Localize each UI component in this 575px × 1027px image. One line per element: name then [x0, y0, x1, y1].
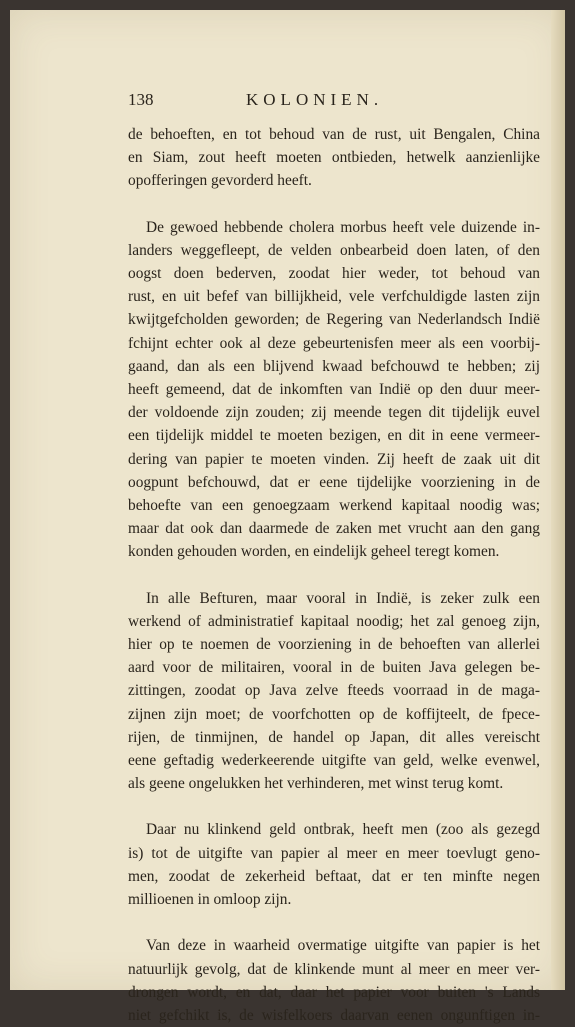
- text-line: landers weggefleept, de velden onbearbeid doen laten, of den: [128, 241, 540, 259]
- paragraph: [128, 818, 540, 911]
- paragraph: [128, 587, 540, 796]
- text-line: rust, en uit befef van billijkheid, vele verfchuldigde lasten zijn: [128, 288, 540, 306]
- running-title: KOLONIEN.: [246, 90, 384, 109]
- text-line: In alle Befturen, maar vooral in Indië, is zeker zulk een: [146, 589, 540, 607]
- text-line: zittingen, zoodat op Java zelve fteeds voorraad in de maga-: [128, 682, 540, 700]
- text-line: de behoeften, en tot behoud van de rust, uit Bengalen, China: [128, 126, 540, 143]
- page-gutter-shadow: [551, 10, 565, 990]
- text-line: een tijdelijk middel te moeten bezigen, en dit in eene vermeer-: [128, 427, 540, 445]
- text-line: zijnen zijn moet; de voorfchotten op de koffijteelt, de fpece-: [128, 705, 540, 723]
- text-line: is) tot de uitgifte van papier al meer en meer toevlugt geno-: [128, 844, 540, 862]
- text-line: Daar nu klinkend geld ontbrak, heeft men (zoo als gezegd: [146, 821, 540, 839]
- text-line: De gewoed hebbende cholera morbus heeft vele duizende in-: [146, 218, 540, 236]
- text-line: men, zoodat de zekerheid beftaat, dat er ten minfte negen: [128, 867, 540, 885]
- text-line: oogpunt befchouwd, dat er eene tijdelijke voorziening in de: [128, 473, 540, 491]
- paragraph: [128, 934, 540, 1027]
- text-line: hier op te noemen de voorziening in de behoeften van allerlei: [128, 636, 540, 654]
- book-page: [10, 10, 565, 1024]
- text-line: dering van papier te moeten vinden. Zij heeft de zaak uit dit: [128, 450, 540, 468]
- text-line: Van deze in waarheid overmatige uitgifte van papier is het: [146, 937, 540, 955]
- body-text: [128, 123, 540, 1027]
- text-line: konden gehouden worden, en eindelijk geheel teregt komen.: [128, 543, 500, 561]
- text-line: behoefte van een genoegzaam werkend kapitaal noodig was;: [128, 497, 540, 515]
- text-line: millioenen in omloop zijn.: [128, 891, 292, 909]
- text-line: aard voor de militairen, vooral in de buiten Java gelegen be-: [128, 659, 540, 677]
- text-line: oogst doen bederven, zoodat hier weder, tot behoud van: [128, 265, 540, 283]
- text-line: rijen, de tinmijnen, de handel op Japan, dit alles vereischt: [128, 728, 540, 746]
- text-line: heeft gemeend, dat de inkomften van Indië op den duur meer-: [128, 381, 540, 399]
- text-line: opofferingen gevorderd heeft.: [128, 172, 312, 190]
- text-line: natuurlijk gevolg, dat de klinkende munt al meer en meer ver-: [128, 960, 540, 978]
- text-line: gaand, dan als een blijvend kwaad befchouwd te hebben; zij: [128, 357, 540, 375]
- page-header: [128, 90, 508, 114]
- text-line: als geene ongelukken het verhinderen, met winst terug komt.: [128, 775, 504, 793]
- text-line: kwijtgefcholden geworden; de Regering van Nederlandsch Indië: [128, 311, 540, 329]
- text-line: werkend of administratief kapitaal noodig; het zal genoeg zijn,: [128, 612, 540, 630]
- text-line: drongen wordt, en dat, daar het papier voor buiten 's Lands: [128, 983, 540, 1001]
- text-line: der voldoende zijn zouden; zij meende tegen dit tijdelijk euvel: [128, 404, 540, 422]
- text-line: fchijnt echter ook al deze gebeurtenisfen meer als een voorbij-: [128, 334, 540, 352]
- paragraph: [128, 216, 540, 564]
- text-line: maar dat ook dan daarmede de zaken met vrucht aan den gang: [128, 520, 540, 538]
- text-line: niet gefchikt is, de wisfelkoers daarvan eenen ongunftigen in-: [128, 1006, 540, 1024]
- paragraph: [128, 123, 540, 193]
- page-number: 138: [128, 90, 154, 109]
- text-line: en Siam, zout heeft moeten ontbieden, hetwelk aanzienlijke: [128, 149, 540, 167]
- text-line: eene geftadig wederkeerende uitgifte van geld, welke evenwel,: [128, 752, 540, 770]
